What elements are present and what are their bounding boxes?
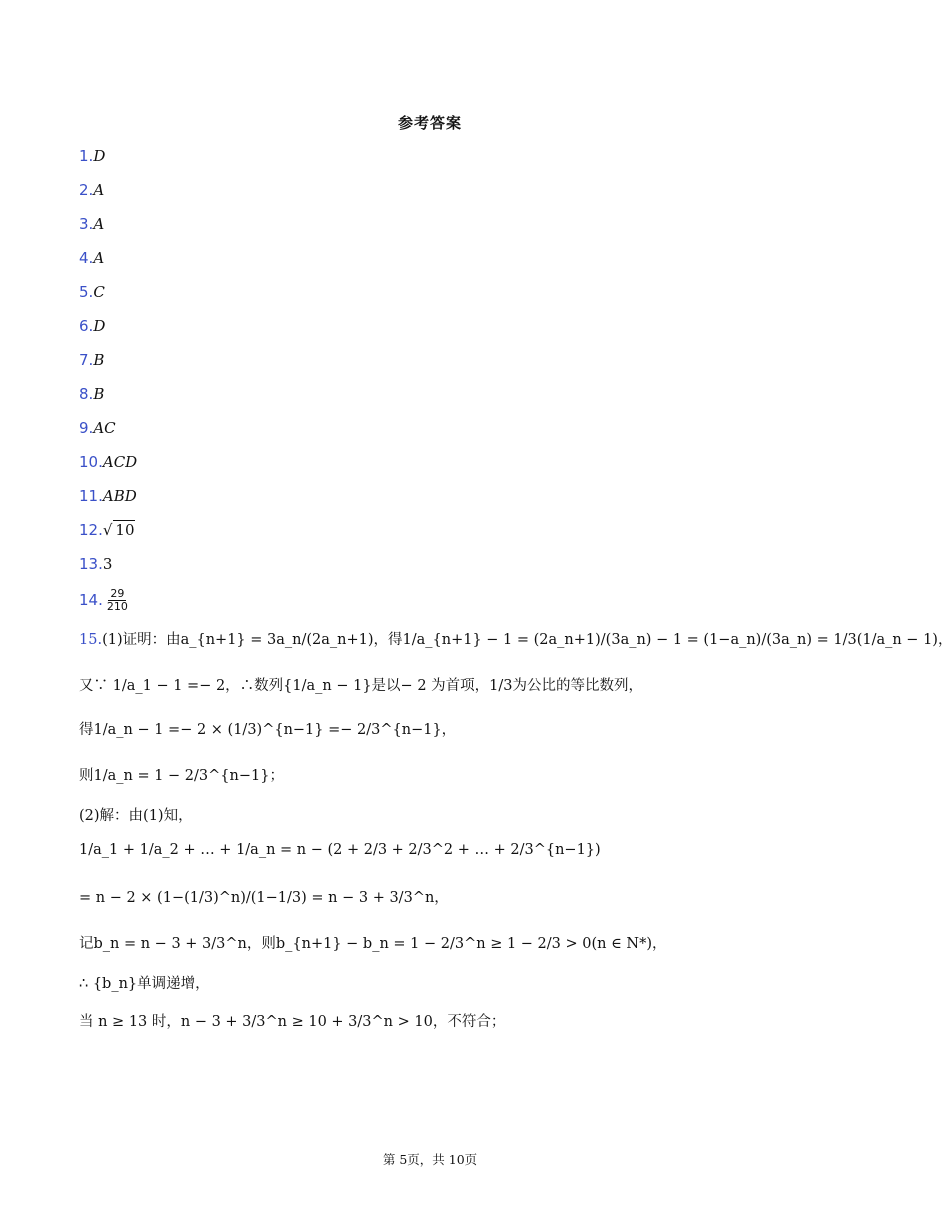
answer-item [79,588,137,622]
answer-number: 15. [79,632,103,648]
answer-item [79,452,137,486]
page-title: 参考答案 [397,114,462,132]
answer-value: D [93,317,106,335]
answer-number: 12. [79,521,103,539]
answer-item [79,316,137,350]
answer-item [79,520,137,554]
solution-line: 又∵ 1/a_1 − 1 =− 2，∴数列{1/a_n − 1}是以− 2 为首项，1/3为公比的等比数列， [79,678,643,694]
solution-line: 记b_n = n − 3 + 3/3^n，则b_{n+1} − b_n = 1 − 2/3^n ≥ 1 − 2/3 > 0(n ∈ N*)， [79,936,667,952]
fraction-denominator: 210 [106,600,128,613]
answer-number: 5. [79,283,94,301]
answer-item [79,384,137,418]
solution-line: = n − 2 × (1−(1/3)^n)/(1−1/3) = n − 3 + 3/3^n， [79,890,449,906]
answer-value: B [93,385,105,403]
answer-number: 4. [79,249,94,267]
solution-line: 得1/a_n − 1 =− 2 × (1/3)^{n−1} =− 2/3^{n−1}， [79,722,457,738]
solution-line: (2)解：由(1)知， [79,808,193,824]
answer-number: 9. [79,419,94,437]
answer-value: D [93,147,106,165]
answer-number: 10. [79,453,103,471]
solution-line: 1/a_1 + 1/a_2 + … + 1/a_n = n − (2 + 2/3 + 2/3^2 + … + 2/3^{n−1}) [79,842,601,858]
fraction-numerator: 29 [110,587,125,600]
solution-line: 则1/a_n = 1 − 2/3^{n−1}； [79,768,284,784]
page-footer: 第 5页，共 10页 [382,1152,478,1167]
answer-fraction [105,588,130,613]
answer-item [79,214,137,248]
answer-number: 14. [79,591,103,609]
answer-number: 13. [79,555,103,573]
answer-value: C [93,283,105,301]
answer-number: 1. [79,147,94,165]
answer-item [79,486,137,520]
answer-number: 8. [79,385,94,403]
answer-number: 11. [79,487,103,505]
answer-item [79,248,137,282]
solution-15 [79,628,952,1050]
answer-item [79,418,137,452]
answer-value: A [93,181,105,199]
answer-value: 3 [102,555,113,573]
solution-text: (1)证明：由a_{n+1} = 3a_n/(2a_n+1)，得1/a_{n+1} − 1 = (2a_n+1)/(3a_n) − 1 = (1−a_n)/(3a_n) = 1/3(1/a_n − 1)， [102,632,952,648]
answer-value: √ 10 [102,521,135,539]
answer-value: AC [93,419,116,437]
solution-line: ∴ {b_n}单调递增， [79,976,210,992]
solution-line: 当 n ≥ 13 时，n − 3 + 3/3^n ≥ 10 + 3/3^n > 10，不符合； [79,1014,506,1030]
answer-item [79,282,137,316]
answer-value: ACD [102,453,138,471]
answer-list [79,146,137,622]
answer-number: 7. [79,351,94,369]
solution-line [79,628,952,674]
answer-number: 3. [79,215,94,233]
answer-item [79,180,137,214]
answer-value: B [93,351,105,369]
answer-item [79,554,137,588]
answer-value: A [93,215,105,233]
answer-item [79,146,137,180]
answer-value: A [93,249,105,267]
answer-number: 2. [79,181,94,199]
answer-number: 6. [79,317,94,335]
answer-value: ABD [102,487,137,505]
sqrt-radicand: 10 [115,521,135,539]
answer-item [79,350,137,384]
